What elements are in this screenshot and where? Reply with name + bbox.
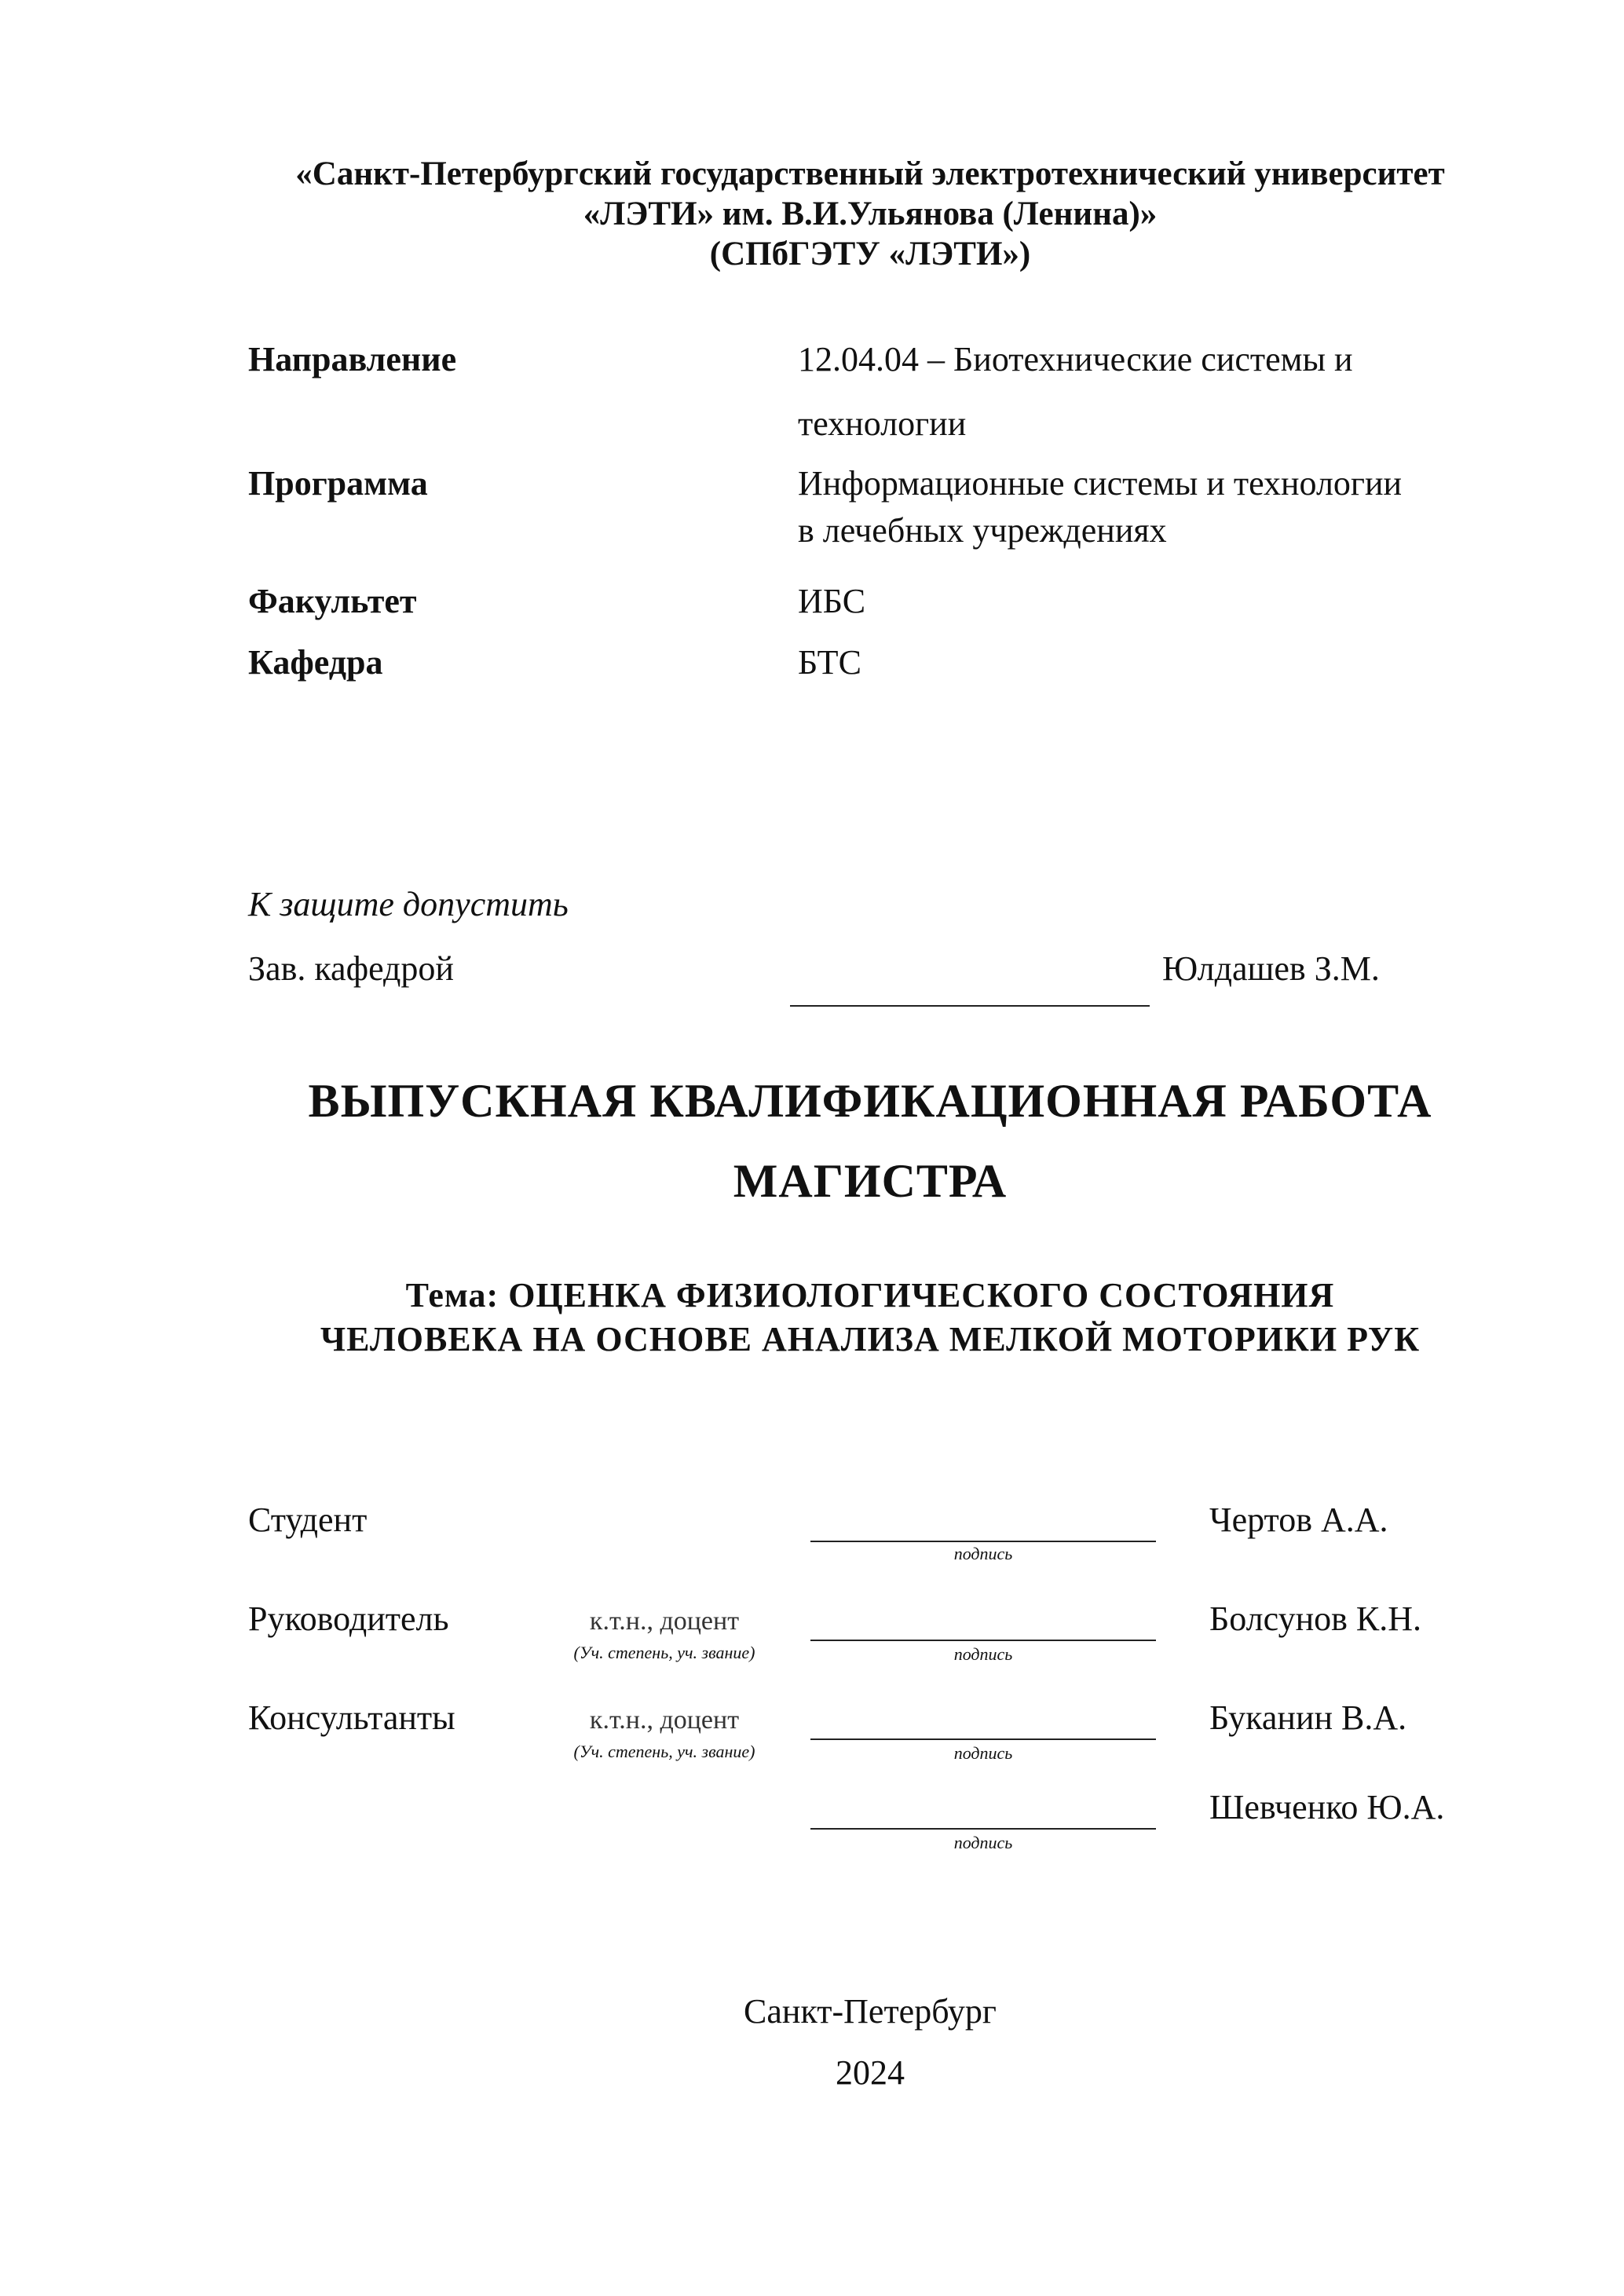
program-value-line-2: в лечебных учреждениях [798, 511, 1167, 550]
student-label: Студент [248, 1501, 368, 1539]
university-name-line-2: «ЛЭТИ» им. В.И.Ульянова (Ленина)» [583, 196, 1158, 232]
direction-value-line-1: 12.04.04 – Биотехнические системы и [798, 340, 1353, 378]
consultant-1-degree-hint: (Уч. степень, уч. звание) [573, 1742, 755, 1761]
university-abbreviation: (СПбГЭТУ «ЛЭТИ») [709, 236, 1031, 272]
head-of-department-name: Юлдашев З.М. [1162, 949, 1380, 988]
topic-line-2: ЧЕЛОВЕКА НА ОСНОВЕ АНАЛИЗА МЕЛКОЙ МОТОРИКИ РУК [320, 1320, 1421, 1358]
consultant-1-degree: к.т.н., доцент [589, 1706, 740, 1735]
supervisor-name: Болсунов К.Н. [1209, 1600, 1422, 1638]
direction-label: Направление [248, 340, 457, 378]
university-name-line-1: «Санкт-Петербургский государственный электротехнический университет [295, 155, 1445, 192]
consultants-label: Консультанты [248, 1698, 455, 1737]
footer-year: 2024 [836, 2053, 905, 2092]
consultant-2-signature-hint: подпись [953, 1833, 1013, 1852]
direction-value-line-2: технологии [798, 404, 967, 443]
head-of-department-label: Зав. кафедрой [248, 949, 454, 988]
consultant-2-name: Шевченко Ю.А. [1209, 1788, 1445, 1826]
department-label: Кафедра [248, 643, 383, 682]
supervisor-signature-line [810, 1640, 1156, 1641]
student-name: Чертов А.А. [1209, 1501, 1388, 1539]
student-signature-line [810, 1541, 1156, 1542]
footer-city: Санкт-Петербург [744, 1992, 997, 2031]
head-signature-line [790, 1005, 1150, 1007]
program-value-line-1: Информационные системы и технологии [798, 464, 1403, 503]
supervisor-label: Руководитель [248, 1600, 449, 1638]
faculty-value: ИБС [798, 582, 866, 620]
topic-line-1: Тема: ОЦЕНКА ФИЗИОЛОГИЧЕСКОГО СОСТОЯНИЯ [405, 1276, 1335, 1314]
supervisor-degree-hint: (Уч. степень, уч. звание) [573, 1643, 755, 1662]
defense-permit-text: К защите допустить [248, 885, 569, 923]
program-label: Программа [248, 464, 428, 503]
consultant-1-signature-hint: подпись [953, 1743, 1013, 1763]
thesis-title-line-1: ВЫПУСКНАЯ КВАЛИФИКАЦИОННАЯ РАБОТА [308, 1075, 1432, 1127]
consultant-1-name: Буканин В.А. [1209, 1698, 1407, 1737]
thesis-title-line-2: МАГИСТРА [733, 1155, 1008, 1207]
university-header [0, 154, 1624, 274]
consultant-1-signature-line [810, 1738, 1156, 1740]
supervisor-degree: к.т.н., доцент [589, 1607, 740, 1636]
consultant-2-signature-line [810, 1828, 1156, 1830]
department-value: БТС [798, 643, 861, 682]
student-signature-hint: подпись [953, 1544, 1013, 1563]
faculty-label: Факультет [248, 582, 417, 620]
supervisor-signature-hint: подпись [953, 1644, 1013, 1664]
